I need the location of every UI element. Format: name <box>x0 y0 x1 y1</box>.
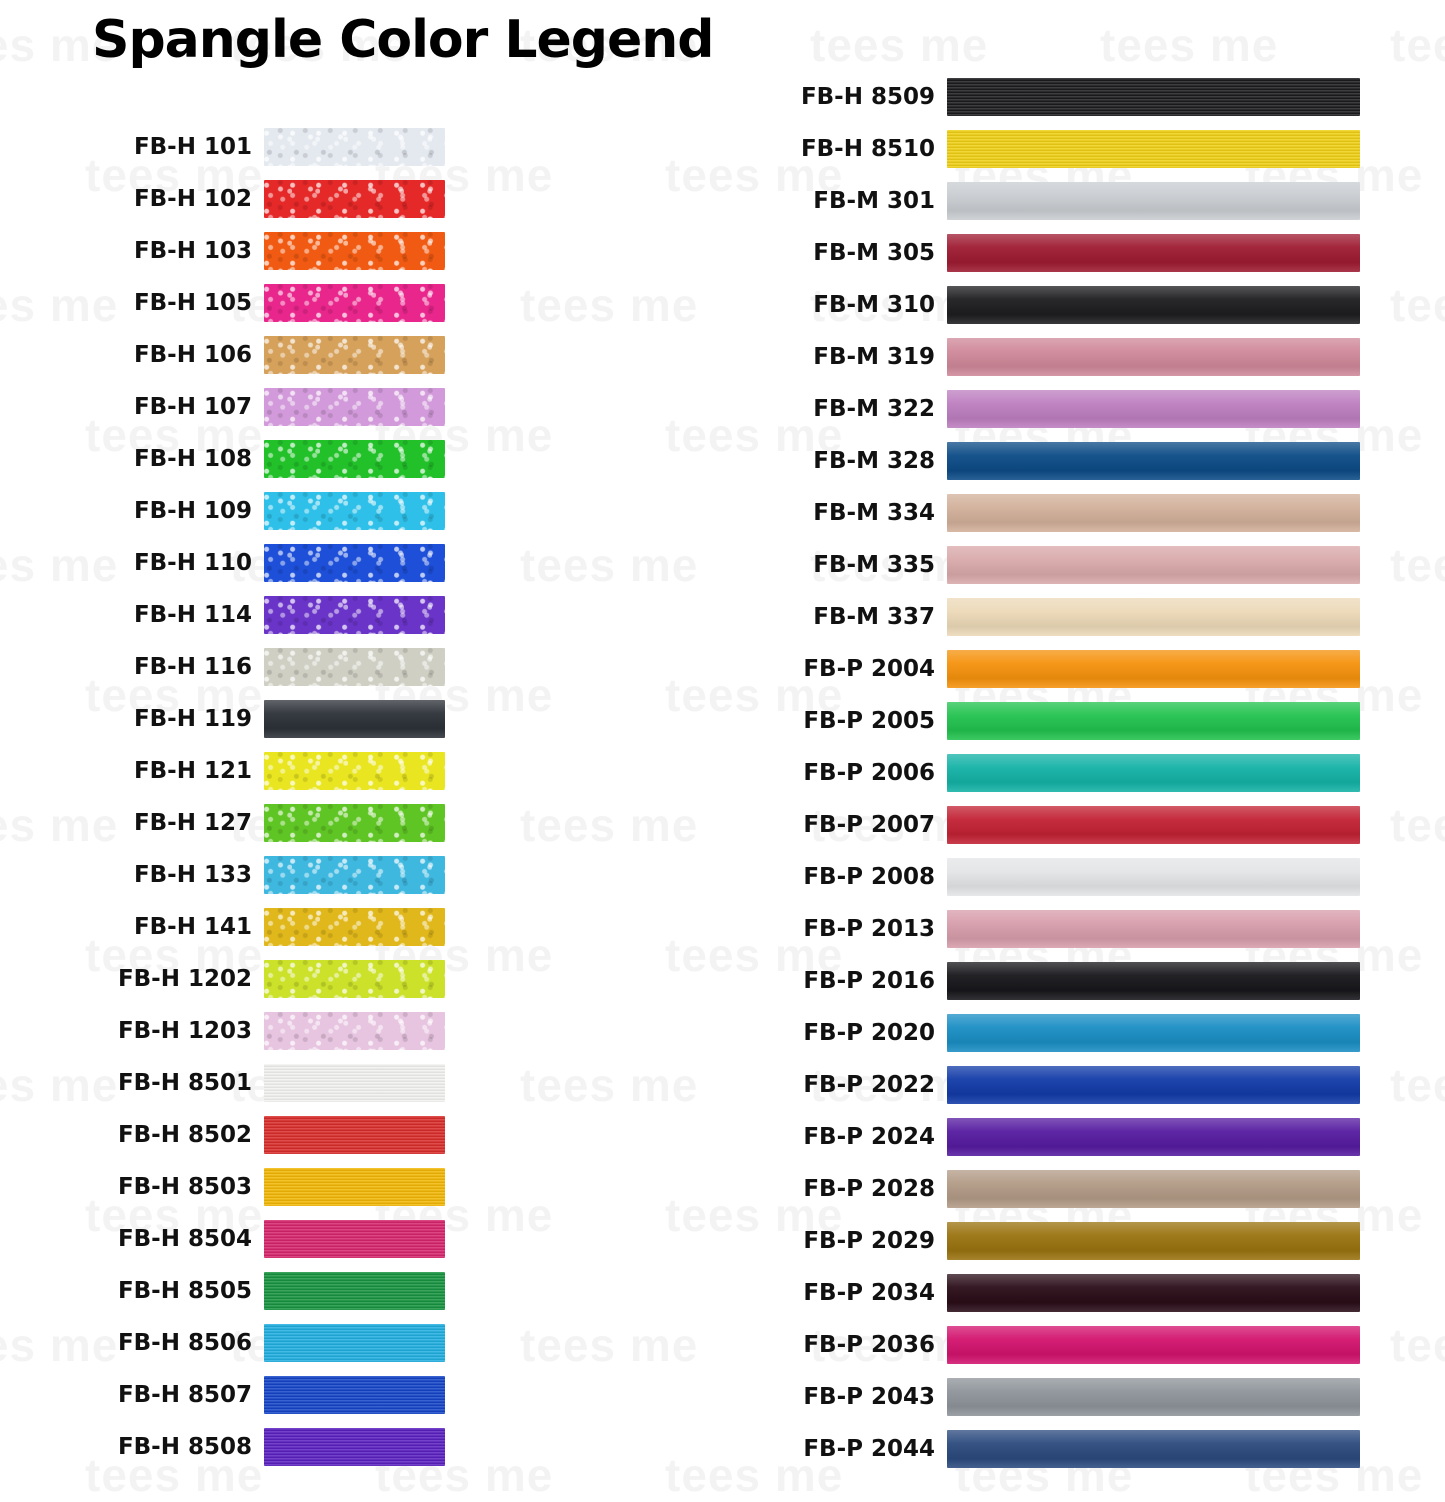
swatch-code-label: FB-P 2016 <box>803 968 935 994</box>
swatch-code-label: FB-H 102 <box>133 186 252 212</box>
swatch-code-label: FB-H 141 <box>133 914 252 940</box>
swatch-color-bar <box>264 1324 445 1362</box>
swatch-color-bar <box>264 284 445 322</box>
swatch-row <box>700 182 1445 220</box>
swatch-code-label: FB-H 8503 <box>117 1174 252 1200</box>
swatch-row <box>700 858 1445 896</box>
swatch-color-bar <box>264 440 445 478</box>
swatch-color-bar <box>947 598 1360 636</box>
swatch-color-bar <box>947 286 1360 324</box>
swatch-row <box>0 492 700 530</box>
swatch-code-label: FB-H 8501 <box>117 1070 252 1096</box>
swatch-code-label: FB-P 2034 <box>803 1280 935 1306</box>
swatch-color-bar <box>947 1170 1360 1208</box>
page-title: Spangle Color Legend <box>92 10 714 70</box>
swatch-row <box>0 180 700 218</box>
swatch-code-label: FB-H 8502 <box>117 1122 252 1148</box>
swatch-row <box>0 440 700 478</box>
swatch-row <box>0 960 700 998</box>
swatch-row <box>0 336 700 374</box>
swatch-color-bar <box>264 960 445 998</box>
swatch-code-label: FB-M 334 <box>813 500 935 526</box>
swatch-row <box>0 388 700 426</box>
swatch-code-label: FB-M 305 <box>813 240 935 266</box>
swatch-color-bar <box>947 1378 1360 1416</box>
swatch-row <box>700 78 1445 116</box>
swatch-color-bar <box>264 1428 445 1466</box>
swatch-row <box>700 442 1445 480</box>
swatch-code-label: FB-M 328 <box>813 448 935 474</box>
swatch-row <box>700 130 1445 168</box>
swatch-row <box>700 390 1445 428</box>
swatch-code-label: FB-P 2024 <box>803 1124 935 1150</box>
swatch-code-label: FB-H 8507 <box>117 1382 252 1408</box>
swatch-code-label: FB-P 2006 <box>803 760 935 786</box>
swatch-code-label: FB-H 110 <box>133 550 252 576</box>
swatch-code-label: FB-P 2007 <box>803 812 935 838</box>
swatch-color-bar <box>947 858 1360 896</box>
swatch-color-bar <box>947 390 1360 428</box>
swatch-code-label: FB-M 319 <box>813 344 935 370</box>
swatch-row <box>700 754 1445 792</box>
swatch-row <box>700 1066 1445 1104</box>
swatch-row <box>700 962 1445 1000</box>
swatch-row <box>0 544 700 582</box>
swatch-code-label: FB-P 2036 <box>803 1332 935 1358</box>
swatch-color-bar <box>947 1222 1360 1260</box>
swatch-row <box>700 234 1445 272</box>
swatch-color-bar <box>947 234 1360 272</box>
swatch-code-label: FB-M 301 <box>813 188 935 214</box>
swatch-row <box>700 702 1445 740</box>
swatch-color-bar <box>264 232 445 270</box>
swatch-code-label: FB-P 2044 <box>803 1436 935 1462</box>
swatch-color-bar <box>947 442 1360 480</box>
swatch-row <box>700 1170 1445 1208</box>
swatch-color-bar <box>264 700 445 738</box>
swatch-code-label: FB-H 121 <box>133 758 252 784</box>
swatch-row <box>0 1428 700 1466</box>
swatch-color-bar <box>264 128 445 166</box>
swatch-color-bar <box>264 1220 445 1258</box>
swatch-code-label: FB-H 105 <box>133 290 252 316</box>
swatch-color-bar <box>947 338 1360 376</box>
swatch-row <box>0 128 700 166</box>
swatch-code-label: FB-H 114 <box>133 602 252 628</box>
swatch-color-bar <box>947 1326 1360 1364</box>
swatch-row <box>700 1118 1445 1156</box>
swatch-color-bar <box>264 1272 445 1310</box>
legend-column-left <box>0 128 700 1480</box>
swatch-row <box>700 1430 1445 1468</box>
swatch-row <box>700 494 1445 532</box>
swatch-color-bar <box>947 702 1360 740</box>
swatch-row <box>700 1274 1445 1312</box>
swatch-row <box>0 856 700 894</box>
watermark-text <box>810 18 988 72</box>
swatch-color-bar <box>264 908 445 946</box>
swatch-code-label: FB-H 8506 <box>117 1330 252 1356</box>
swatch-color-bar <box>947 1274 1360 1312</box>
swatch-row <box>700 1378 1445 1416</box>
swatch-code-label: FB-H 106 <box>133 342 252 368</box>
swatch-code-label: FB-M 335 <box>813 552 935 578</box>
swatch-code-label: FB-H 8505 <box>117 1278 252 1304</box>
swatch-color-bar <box>264 856 445 894</box>
swatch-color-bar <box>947 1014 1360 1052</box>
swatch-row <box>0 1116 700 1154</box>
swatch-color-bar <box>264 596 445 634</box>
swatch-code-label: FB-H 109 <box>133 498 252 524</box>
swatch-color-bar <box>264 388 445 426</box>
watermark-text <box>1100 18 1278 72</box>
swatch-row <box>0 752 700 790</box>
swatch-color-bar <box>264 336 445 374</box>
swatch-color-bar <box>947 1066 1360 1104</box>
swatch-color-bar <box>264 1064 445 1102</box>
swatch-code-label: FB-P 2043 <box>803 1384 935 1410</box>
swatch-row <box>700 546 1445 584</box>
swatch-row <box>0 1168 700 1206</box>
swatch-color-bar <box>264 752 445 790</box>
swatch-code-label: FB-P 2029 <box>803 1228 935 1254</box>
swatch-row <box>0 232 700 270</box>
swatch-color-bar <box>947 78 1360 116</box>
swatch-row <box>0 700 700 738</box>
swatch-code-label: FB-H 103 <box>133 238 252 264</box>
swatch-code-label: FB-P 2020 <box>803 1020 935 1046</box>
swatch-row <box>700 1222 1445 1260</box>
swatch-color-bar <box>947 546 1360 584</box>
swatch-code-label: FB-H 133 <box>133 862 252 888</box>
swatch-code-label: FB-H 8509 <box>800 84 935 110</box>
swatch-color-bar <box>947 910 1360 948</box>
swatch-color-bar <box>947 182 1360 220</box>
swatch-color-bar <box>947 650 1360 688</box>
swatch-row <box>0 1012 700 1050</box>
swatch-row <box>0 804 700 842</box>
swatch-code-label: FB-H 1202 <box>117 966 252 992</box>
swatch-code-label: FB-H 1203 <box>117 1018 252 1044</box>
swatch-row <box>0 1376 700 1414</box>
swatch-row <box>700 286 1445 324</box>
swatch-row <box>0 908 700 946</box>
swatch-color-bar <box>947 1430 1360 1468</box>
swatch-code-label: FB-P 2008 <box>803 864 935 890</box>
swatch-code-label: FB-H 108 <box>133 446 252 472</box>
swatch-code-label: FB-H 127 <box>133 810 252 836</box>
swatch-code-label: FB-M 337 <box>813 604 935 630</box>
swatch-row <box>700 338 1445 376</box>
swatch-color-bar <box>264 1012 445 1050</box>
swatch-code-label: FB-H 8508 <box>117 1434 252 1460</box>
swatch-color-bar <box>264 804 445 842</box>
swatch-row <box>700 598 1445 636</box>
swatch-row <box>700 650 1445 688</box>
swatch-code-label: FB-H 116 <box>133 654 252 680</box>
swatch-row <box>700 1014 1445 1052</box>
swatch-color-bar <box>947 494 1360 532</box>
swatch-color-bar <box>264 180 445 218</box>
swatch-code-label: FB-H 107 <box>133 394 252 420</box>
swatch-row <box>0 1064 700 1102</box>
swatch-row <box>700 910 1445 948</box>
swatch-code-label: FB-P 2005 <box>803 708 935 734</box>
swatch-code-label: FB-M 310 <box>813 292 935 318</box>
swatch-code-label: FB-H 101 <box>133 134 252 160</box>
swatch-color-bar <box>264 492 445 530</box>
swatch-code-label: FB-H 8510 <box>800 136 935 162</box>
swatch-color-bar <box>264 1116 445 1154</box>
swatch-code-label: FB-P 2004 <box>803 656 935 682</box>
swatch-row <box>0 596 700 634</box>
swatch-row <box>0 1220 700 1258</box>
swatch-color-bar <box>947 806 1360 844</box>
swatch-row <box>0 1272 700 1310</box>
swatch-code-label: FB-P 2013 <box>803 916 935 942</box>
swatch-color-bar <box>947 962 1360 1000</box>
swatch-code-label: FB-M 322 <box>813 396 935 422</box>
watermark-text <box>1390 18 1445 72</box>
swatch-color-bar <box>947 130 1360 168</box>
swatch-code-label: FB-P 2028 <box>803 1176 935 1202</box>
swatch-row <box>0 648 700 686</box>
swatch-row <box>700 806 1445 844</box>
swatch-code-label: FB-P 2022 <box>803 1072 935 1098</box>
swatch-code-label: FB-H 119 <box>133 706 252 732</box>
swatch-color-bar <box>264 1376 445 1414</box>
swatch-color-bar <box>264 648 445 686</box>
swatch-row <box>700 1326 1445 1364</box>
swatch-row <box>0 284 700 322</box>
swatch-color-bar <box>947 1118 1360 1156</box>
swatch-code-label: FB-H 8504 <box>117 1226 252 1252</box>
legend-column-right <box>700 78 1445 1482</box>
swatch-color-bar <box>264 1168 445 1206</box>
swatch-color-bar <box>264 544 445 582</box>
swatch-color-bar <box>947 754 1360 792</box>
swatch-row <box>0 1324 700 1362</box>
